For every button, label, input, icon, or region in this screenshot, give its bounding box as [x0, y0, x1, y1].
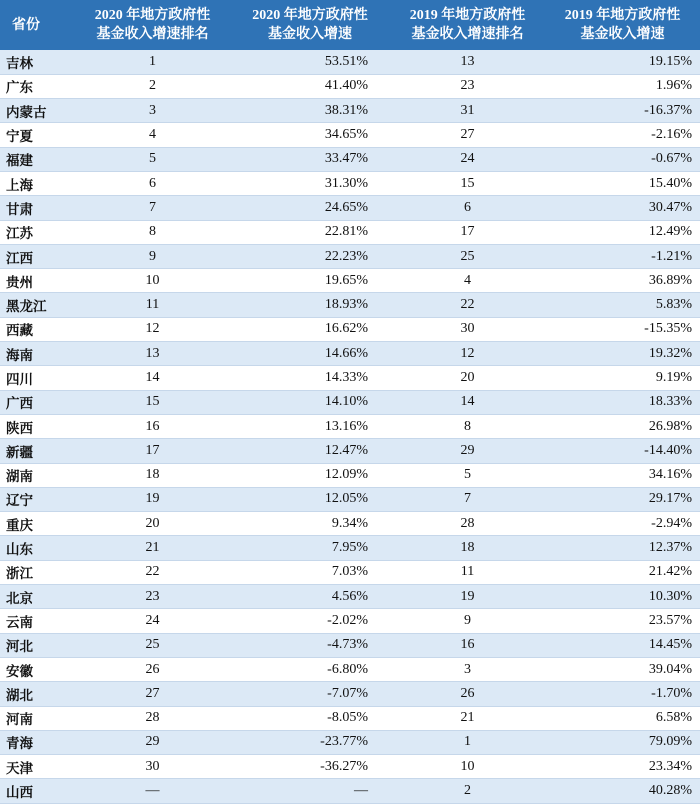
growth-2020-cell: 41.40% — [230, 74, 390, 98]
growth-2020-cell: 14.33% — [230, 366, 390, 390]
table-row — [0, 439, 700, 463]
growth-2020-cell: 31.30% — [230, 171, 390, 195]
header-2020-growth: 2020 年地方政府性 基金收入增速 — [252, 8, 368, 42]
growth-2020-cell: 34.65% — [230, 123, 390, 147]
table-row — [0, 220, 700, 244]
province-cell: 海南 — [0, 342, 75, 366]
province-cell: 广西 — [0, 390, 75, 414]
growth-2020-cell: -4.73% — [230, 633, 390, 657]
table-row — [0, 342, 700, 366]
growth-2020-cell: 7.95% — [230, 536, 390, 560]
rank-2020-cell: 19 — [75, 487, 230, 511]
growth-2019-cell: 5.83% — [545, 293, 700, 317]
rank-2019-cell: 17 — [390, 220, 545, 244]
growth-2019-cell: 6.58% — [545, 706, 700, 730]
rank-2020-cell: 15 — [75, 390, 230, 414]
rank-2019-cell: 29 — [390, 439, 545, 463]
province-cell: 上海 — [0, 171, 75, 195]
growth-2019-cell: 30.47% — [545, 196, 700, 220]
rank-2020-cell: 21 — [75, 536, 230, 560]
growth-2019-cell: 39.04% — [545, 657, 700, 681]
growth-2019-cell: 79.09% — [545, 730, 700, 754]
growth-2020-cell: 7.03% — [230, 560, 390, 584]
rank-2020-cell: 16 — [75, 414, 230, 438]
growth-2020-cell: 19.65% — [230, 269, 390, 293]
province-cell: 陕西 — [0, 414, 75, 438]
rank-2019-cell: 24 — [390, 147, 545, 171]
growth-2020-cell: 22.23% — [230, 244, 390, 268]
growth-2020-cell: 33.47% — [230, 147, 390, 171]
table-row — [0, 414, 700, 438]
province-cell: 西藏 — [0, 317, 75, 341]
table-row — [0, 560, 700, 584]
growth-2020-cell: 9.34% — [230, 512, 390, 536]
growth-2019-cell: 19.32% — [545, 342, 700, 366]
growth-2019-cell: 23.57% — [545, 609, 700, 633]
rank-2020-cell: 11 — [75, 293, 230, 317]
rank-2019-cell: 21 — [390, 706, 545, 730]
rank-2019-cell: 14 — [390, 390, 545, 414]
rank-2020-cell: 10 — [75, 269, 230, 293]
province-cell: 内蒙古 — [0, 99, 75, 123]
rank-2020-cell: 14 — [75, 366, 230, 390]
rank-2020-cell: 9 — [75, 244, 230, 268]
province-cell: 河南 — [0, 706, 75, 730]
rank-2019-cell: 9 — [390, 609, 545, 633]
growth-2019-cell: 12.49% — [545, 220, 700, 244]
table-row — [0, 706, 700, 730]
rank-2019-cell: 2 — [390, 779, 545, 803]
growth-2020-cell: -6.80% — [230, 657, 390, 681]
growth-2020-cell: 24.65% — [230, 196, 390, 220]
rank-2020-cell: 30 — [75, 755, 230, 779]
province-cell: 浙江 — [0, 560, 75, 584]
rank-2019-cell: 4 — [390, 269, 545, 293]
province-cell: 宁夏 — [0, 123, 75, 147]
growth-2019-cell: 10.30% — [545, 585, 700, 609]
rank-2019-cell: 26 — [390, 682, 545, 706]
rank-2019-cell: 6 — [390, 196, 545, 220]
growth-2019-cell: 1.96% — [545, 74, 700, 98]
table-row — [0, 293, 700, 317]
rank-2019-cell: 27 — [390, 123, 545, 147]
growth-2020-cell: 12.09% — [230, 463, 390, 487]
table-row — [0, 633, 700, 657]
rank-2019-cell: 20 — [390, 366, 545, 390]
growth-2020-cell: -23.77% — [230, 730, 390, 754]
rank-2019-cell: 25 — [390, 244, 545, 268]
rank-2019-cell: 7 — [390, 487, 545, 511]
rank-2020-cell: 17 — [75, 439, 230, 463]
growth-2020-cell: 53.51% — [230, 50, 390, 74]
growth-2020-cell: 18.93% — [230, 293, 390, 317]
rank-2019-cell: 13 — [390, 50, 545, 74]
growth-2019-cell: 9.19% — [545, 366, 700, 390]
table-row — [0, 585, 700, 609]
province-cell: 青海 — [0, 730, 75, 754]
growth-2019-cell: -16.37% — [545, 99, 700, 123]
rank-2020-cell: 23 — [75, 585, 230, 609]
growth-2019-cell: -2.94% — [545, 512, 700, 536]
province-cell: 江苏 — [0, 220, 75, 244]
rank-2019-cell: 10 — [390, 755, 545, 779]
growth-2020-cell: 16.62% — [230, 317, 390, 341]
header-2020-rank: 2020 年地方政府性 基金收入增速排名 — [94, 8, 211, 42]
growth-2019-cell: 23.34% — [545, 755, 700, 779]
table-row — [0, 123, 700, 147]
province-cell: 新疆 — [0, 439, 75, 463]
table-row — [0, 269, 700, 293]
province-cell: 山西 — [0, 779, 75, 803]
growth-2019-cell: 21.42% — [545, 560, 700, 584]
header-province: 省份 — [12, 16, 40, 33]
rank-2020-cell: 29 — [75, 730, 230, 754]
province-cell: 安徽 — [0, 657, 75, 681]
header-2019-rank: 2019 年地方政府性 基金收入增速排名 — [409, 8, 526, 42]
rank-2020-cell: 6 — [75, 171, 230, 195]
table-row — [0, 99, 700, 123]
rank-2019-cell: 8 — [390, 414, 545, 438]
province-cell: 辽宁 — [0, 487, 75, 511]
table-row — [0, 609, 700, 633]
rank-2020-cell: 2 — [75, 74, 230, 98]
rank-2019-cell: 19 — [390, 585, 545, 609]
province-cell: 河北 — [0, 633, 75, 657]
rank-2019-cell: 11 — [390, 560, 545, 584]
province-cell: 广东 — [0, 74, 75, 98]
rank-2019-cell: 1 — [390, 730, 545, 754]
growth-2019-cell: 15.40% — [545, 171, 700, 195]
growth-2019-cell: 26.98% — [545, 414, 700, 438]
province-cell: 山东 — [0, 536, 75, 560]
province-cell: 甘肃 — [0, 196, 75, 220]
growth-2020-cell: 12.47% — [230, 439, 390, 463]
rank-2020-cell: 4 — [75, 123, 230, 147]
growth-2019-cell: 40.28% — [545, 779, 700, 803]
rank-2020-cell: 28 — [75, 706, 230, 730]
rank-2019-cell: 23 — [390, 74, 545, 98]
table-row — [0, 390, 700, 414]
table-row — [0, 74, 700, 98]
growth-2019-cell: -15.35% — [545, 317, 700, 341]
rank-2019-cell: 18 — [390, 536, 545, 560]
table-row — [0, 147, 700, 171]
growth-2020-cell: 12.05% — [230, 487, 390, 511]
table-row — [0, 50, 700, 74]
growth-2019-cell: 14.45% — [545, 633, 700, 657]
province-cell: 福建 — [0, 147, 75, 171]
table-row — [0, 536, 700, 560]
table-row — [0, 755, 700, 779]
rank-2020-cell: 3 — [75, 99, 230, 123]
rank-2020-cell: 20 — [75, 512, 230, 536]
rank-2019-cell: 5 — [390, 463, 545, 487]
growth-2020-cell: -8.05% — [230, 706, 390, 730]
province-cell: 北京 — [0, 585, 75, 609]
header-2019-growth: 2019 年地方政府性 基金收入增速 — [564, 8, 681, 42]
growth-2019-cell: 34.16% — [545, 463, 700, 487]
province-cell: 黑龙江 — [0, 293, 75, 317]
rank-2020-cell: 22 — [75, 560, 230, 584]
rank-2019-cell: 30 — [390, 317, 545, 341]
province-cell: 湖北 — [0, 682, 75, 706]
rank-2020-cell: 13 — [75, 342, 230, 366]
growth-2020-cell: — — [230, 779, 390, 803]
growth-2019-cell: -1.70% — [545, 682, 700, 706]
rank-2019-cell: 16 — [390, 633, 545, 657]
rank-2020-cell: 1 — [75, 50, 230, 74]
growth-2019-cell: -1.21% — [545, 244, 700, 268]
growth-2019-cell: 19.15% — [545, 50, 700, 74]
table-row — [0, 779, 700, 803]
table-row — [0, 463, 700, 487]
growth-2020-cell: -7.07% — [230, 682, 390, 706]
rank-2020-cell: 25 — [75, 633, 230, 657]
table-row — [0, 682, 700, 706]
rank-2020-cell: 8 — [75, 220, 230, 244]
rank-2020-cell: — — [75, 779, 230, 803]
province-cell: 重庆 — [0, 512, 75, 536]
province-cell: 云南 — [0, 609, 75, 633]
rank-2020-cell: 5 — [75, 147, 230, 171]
table-body — [0, 50, 700, 803]
growth-2019-cell: -0.67% — [545, 147, 700, 171]
header-row — [0, 0, 700, 50]
rank-2020-cell: 7 — [75, 196, 230, 220]
province-cell: 吉林 — [0, 50, 75, 74]
table-row — [0, 196, 700, 220]
growth-2019-cell: 36.89% — [545, 269, 700, 293]
rank-2019-cell: 31 — [390, 99, 545, 123]
growth-2020-cell: -2.02% — [230, 609, 390, 633]
growth-2020-cell: 13.16% — [230, 414, 390, 438]
rank-2019-cell: 22 — [390, 293, 545, 317]
rank-2019-cell: 28 — [390, 512, 545, 536]
table-row — [0, 244, 700, 268]
rank-2019-cell: 3 — [390, 657, 545, 681]
growth-2020-cell: 4.56% — [230, 585, 390, 609]
rank-2020-cell: 24 — [75, 609, 230, 633]
rank-2020-cell: 18 — [75, 463, 230, 487]
growth-2020-cell: -36.27% — [230, 755, 390, 779]
table-row — [0, 317, 700, 341]
growth-2020-cell: 14.66% — [230, 342, 390, 366]
growth-2019-cell: -2.16% — [545, 123, 700, 147]
growth-2020-cell: 38.31% — [230, 99, 390, 123]
table-row — [0, 487, 700, 511]
rank-2020-cell: 12 — [75, 317, 230, 341]
rank-2020-cell: 26 — [75, 657, 230, 681]
growth-2019-cell: 18.33% — [545, 390, 700, 414]
growth-2019-cell: 12.37% — [545, 536, 700, 560]
rank-2019-cell: 15 — [390, 171, 545, 195]
growth-2019-cell: 29.17% — [545, 487, 700, 511]
growth-2020-cell: 22.81% — [230, 220, 390, 244]
rank-2020-cell: 27 — [75, 682, 230, 706]
province-cell: 江西 — [0, 244, 75, 268]
province-cell: 湖南 — [0, 463, 75, 487]
table-row — [0, 730, 700, 754]
table-row — [0, 366, 700, 390]
table-row — [0, 657, 700, 681]
province-cell: 贵州 — [0, 269, 75, 293]
rank-2019-cell: 12 — [390, 342, 545, 366]
growth-2019-cell: -14.40% — [545, 439, 700, 463]
growth-2020-cell: 14.10% — [230, 390, 390, 414]
province-cell: 天津 — [0, 755, 75, 779]
province-cell: 四川 — [0, 366, 75, 390]
table-row — [0, 171, 700, 195]
table-row — [0, 512, 700, 536]
